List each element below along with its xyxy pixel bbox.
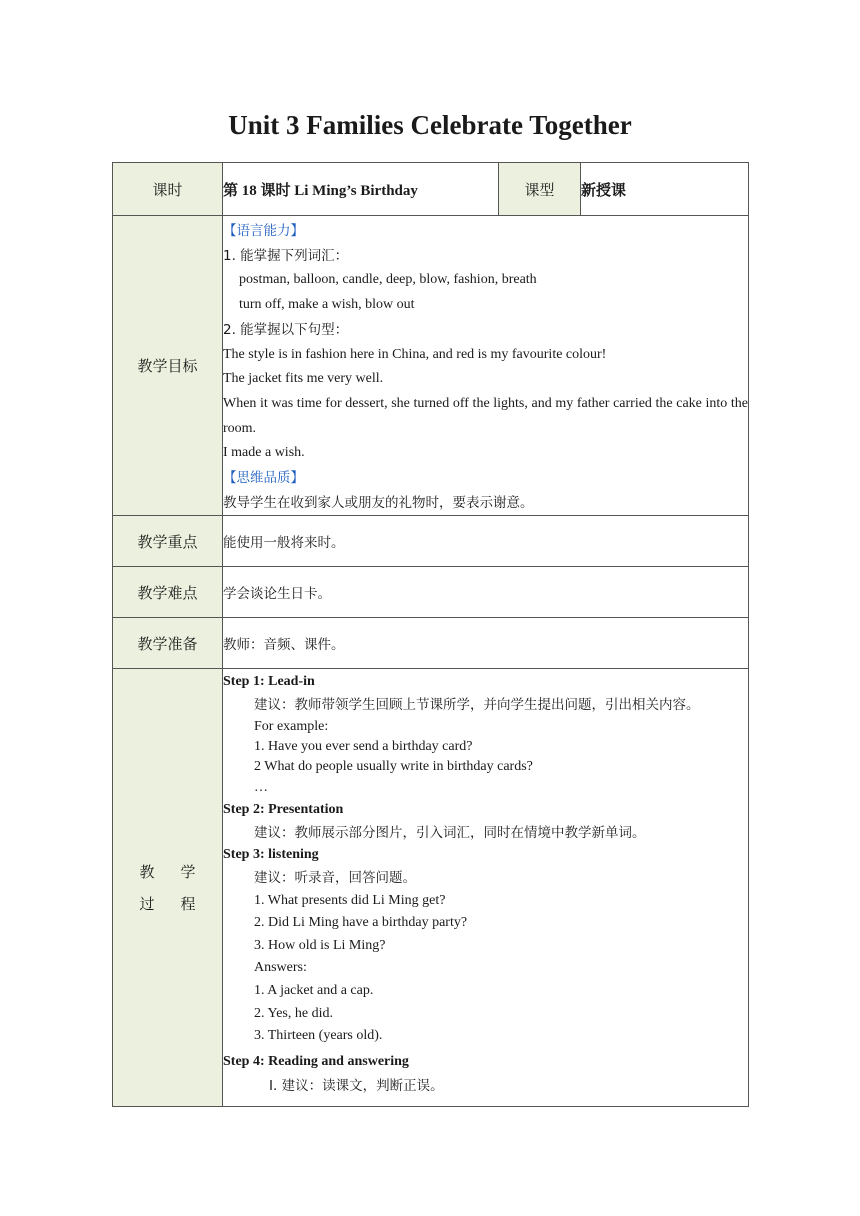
process-label-char-1: 教 [139, 862, 155, 881]
objectives-content [223, 216, 749, 516]
difficult-point-text: 学会谈论生日卡。 [223, 567, 749, 618]
step-1-heading: Step 1: Lead-in [223, 674, 315, 690]
thinking-quality-heading: 【思维品质】 [223, 470, 304, 487]
sentence-3: When it was time for dessert, she turned off the lights, and my father carried the cake into the room. [223, 395, 748, 436]
sentence-1: The style is in fashion here in China, and red is my favourite colour! [223, 346, 607, 362]
step-4-suggestion: Ⅰ. 建议：读课文，判断正误。 [269, 1077, 444, 1094]
sentence-intro: 2. 能掌握以下句型： [223, 321, 349, 338]
lesson-title: 第 18 课时 Li Ming’s Birthday [223, 163, 499, 216]
step-3-heading: Step 3: listening [223, 847, 319, 863]
lesson-type-label: 课型 [499, 163, 581, 216]
step-3-answer-2: 2. Yes, he did. [254, 1005, 333, 1021]
page-title: Unit 3 Families Celebrate Together [228, 110, 632, 140]
preparation-label: 教学准备 [113, 618, 223, 669]
step-3-question-3: 3. How old is Li Ming? [254, 937, 386, 953]
thinking-quality-text: 教导学生在收到家人或朋友的礼物时，要表示谢意。 [223, 494, 534, 511]
step-1-example-label: For example: [254, 718, 329, 734]
step-2-heading: Step 2: Presentation [223, 802, 344, 818]
process-label-char-2: 学 [180, 862, 196, 881]
step-3-answers-label: Answers: [254, 960, 307, 976]
process-label [113, 669, 223, 1107]
process-row [113, 669, 749, 1107]
difficult-point-label: 教学难点 [113, 567, 223, 618]
key-point-row [113, 516, 749, 567]
vocab-list-1: postman, balloon, candle, deep, blow, fashion, breath [239, 272, 537, 288]
step-1-question-1: 1. Have you ever send a birthday card? [254, 738, 473, 754]
vocab-list-2: turn off, make a wish, blow out [239, 297, 415, 313]
difficult-point-row [113, 567, 749, 618]
objectives-label: 教学目标 [113, 216, 223, 516]
process-content [223, 669, 749, 1107]
lesson-row [113, 163, 749, 216]
process-label-char-3: 过 [139, 894, 155, 913]
key-point-label: 教学重点 [113, 516, 223, 567]
step-3-answer-1: 1. A jacket and a cap. [254, 982, 374, 998]
lesson-label: 课时 [113, 163, 223, 216]
step-1-suggestion: 建议：教师带领学生回顾上节课所学，并向学生提出问题，引出相关内容。 [254, 697, 700, 714]
step-1-question-2: 2 What do people usually write in birthday cards? [254, 758, 533, 774]
vocab-intro: 1. 能掌握下列词汇： [223, 247, 349, 264]
key-point-text: 能使用一般将来时。 [223, 516, 749, 567]
step-4-heading: Step 4: Reading and answering [223, 1053, 409, 1069]
sentence-2: The jacket fits me very well. [223, 371, 384, 387]
objectives-row [113, 216, 749, 516]
language-ability-heading: 【语言能力】 [223, 223, 304, 239]
preparation-text: 教师：音频、课件。 [223, 618, 749, 669]
lesson-plan-table [112, 162, 749, 1107]
process-label-char-4: 程 [180, 894, 196, 913]
step-3-suggestion: 建议：听录音，回答问题。 [254, 870, 416, 886]
step-3-answer-3: 3. Thirteen (years old). [254, 1028, 383, 1044]
lesson-type-value: 新授课 [581, 163, 749, 216]
step-3-question-2: 2. Did Li Ming have a birthday party? [254, 915, 468, 931]
step-1-ellipsis: … [254, 779, 268, 795]
sentence-4: I made a wish. [223, 445, 305, 461]
step-3-question-1: 1. What presents did Li Ming get? [254, 892, 446, 908]
step-2-suggestion: 建议：教师展示部分图片，引入词汇，同时在情境中教学新单词。 [254, 824, 646, 841]
preparation-row [113, 618, 749, 669]
